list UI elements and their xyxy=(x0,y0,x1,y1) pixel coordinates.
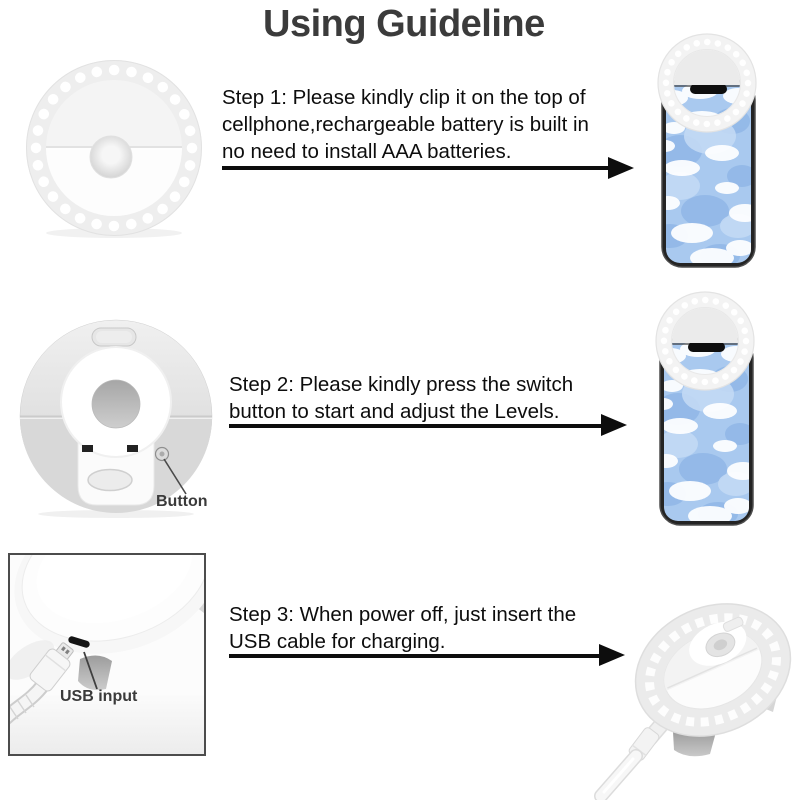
step-1-text xyxy=(222,84,589,165)
ring-light-charging-image xyxy=(578,562,800,800)
usb-port-illustration xyxy=(10,555,204,754)
arrow-step-2-line xyxy=(229,424,603,428)
step-1-line-3: no need to install AAA batteries. xyxy=(222,140,512,163)
step-1-line-1: Step 1: Please kindly clip it on the top of xyxy=(222,86,586,109)
ring-light-back-image xyxy=(18,318,218,518)
ring-light-front-image xyxy=(22,56,206,240)
oval-recess xyxy=(88,470,132,491)
arrow-right-icon xyxy=(608,157,634,179)
step-2-text xyxy=(229,371,573,425)
phone-ring-illustration-2 xyxy=(648,284,762,528)
ring-light-charging-illustration xyxy=(578,562,800,800)
usb-input-callout-label: USB input xyxy=(60,688,138,705)
contact-right xyxy=(127,445,138,452)
step-3-text xyxy=(229,601,576,655)
step-1-line-2: cellphone,rechargeable battery is built in xyxy=(222,113,589,136)
center-hole xyxy=(92,380,140,428)
step-3-line-1: Step 3: When power off, just insert the xyxy=(229,603,577,626)
arrow-step-1-line xyxy=(222,166,612,170)
ring-light-back-illustration xyxy=(18,318,218,518)
step-2-line-2: button to start and adjust the Levels. xyxy=(229,400,560,423)
step-2-line-1: Step 2: Please kindly press the switch xyxy=(229,373,574,396)
step-3-line-2: USB cable for charging. xyxy=(229,630,446,653)
ring-light-front-illustration xyxy=(22,56,206,240)
usb-port-photo xyxy=(8,553,206,756)
phone-with-ring-light-image-1 xyxy=(650,26,764,270)
center-hole xyxy=(90,136,132,178)
button-callout-label: Button xyxy=(156,493,208,510)
contact-left xyxy=(82,445,93,452)
arrow-step-3-line xyxy=(229,654,601,658)
phone-ring-illustration-1 xyxy=(650,26,764,270)
phone-with-ring-light-image-2 xyxy=(648,284,762,528)
arrow-right-icon xyxy=(601,414,627,436)
page-title: Using Guideline xyxy=(263,3,545,45)
